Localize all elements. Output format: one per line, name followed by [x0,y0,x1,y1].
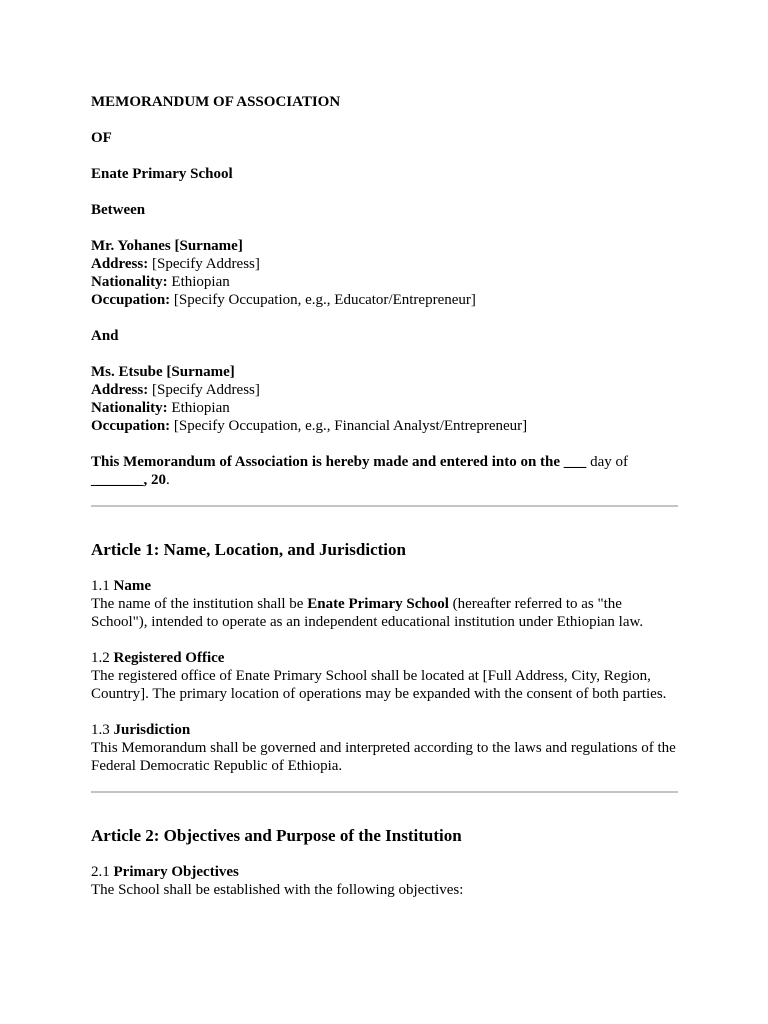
document-content [91,93,681,899]
section-1-2-text: The registered office of Enate Primary School shall be located at [Full Address, City, Region, Country]. The primary location of operations may be expanded with the consent of both parties. [91,668,667,702]
article-2 [91,825,681,899]
party-2-nationality: Nationality: Ethiopian [91,400,230,416]
section-1-3-heading: 1.3 Jurisdiction [91,722,191,738]
article-2-title: Article 2: Objectives and Purpose of the Institution [91,826,462,845]
party-2-name: Ms. Etsube [Surname] [91,364,235,380]
section-1-1-heading: 1.1 Name [91,578,151,594]
document-title: MEMORANDUM OF ASSOCIATION [91,94,341,110]
execution-clause: This Memorandum of Association is hereby made and entered into on the ___ day of _______, 20. [91,454,628,488]
of-line: OF [91,130,112,146]
section-2-1-heading: 2.1 Primary Objectives [91,864,239,880]
party-2-address: Address: [Specify Address] [91,382,260,398]
school-name: Enate Primary School [91,166,233,182]
party-2-occupation: Occupation: [Specify Occupation, e.g., Financial Analyst/Entrepreneur] [91,418,528,434]
party-1 [91,237,681,309]
article-1 [91,539,681,775]
article-1-title: Article 1: Name, Location, and Jurisdiction [91,540,406,559]
party-1-nationality: Nationality: Ethiopian [91,274,230,290]
section-1-2-heading: 1.2 Registered Office [91,650,225,666]
party-1-occupation: Occupation: [Specify Occupation, e.g., Educator/Entrepreneur] [91,292,476,308]
section-1-1-text: The name of the institution shall be Enate Primary School (hereafter referred to as "the School"), intended to operate as an independent educational institution under Ethiopian law. [91,596,644,630]
section-1-3-text: This Memorandum shall be governed and interpreted according to the laws and regulations of the Federal Democratic Republic of Ethiopia. [91,740,676,774]
and-line: And [91,328,119,344]
between-line: Between [91,202,146,218]
party-1-name: Mr. Yohanes [Surname] [91,238,243,254]
party-1-address: Address: [Specify Address] [91,256,260,272]
party-2 [91,363,681,435]
section-2-1-text: The School shall be established with the following objectives: [91,882,464,898]
